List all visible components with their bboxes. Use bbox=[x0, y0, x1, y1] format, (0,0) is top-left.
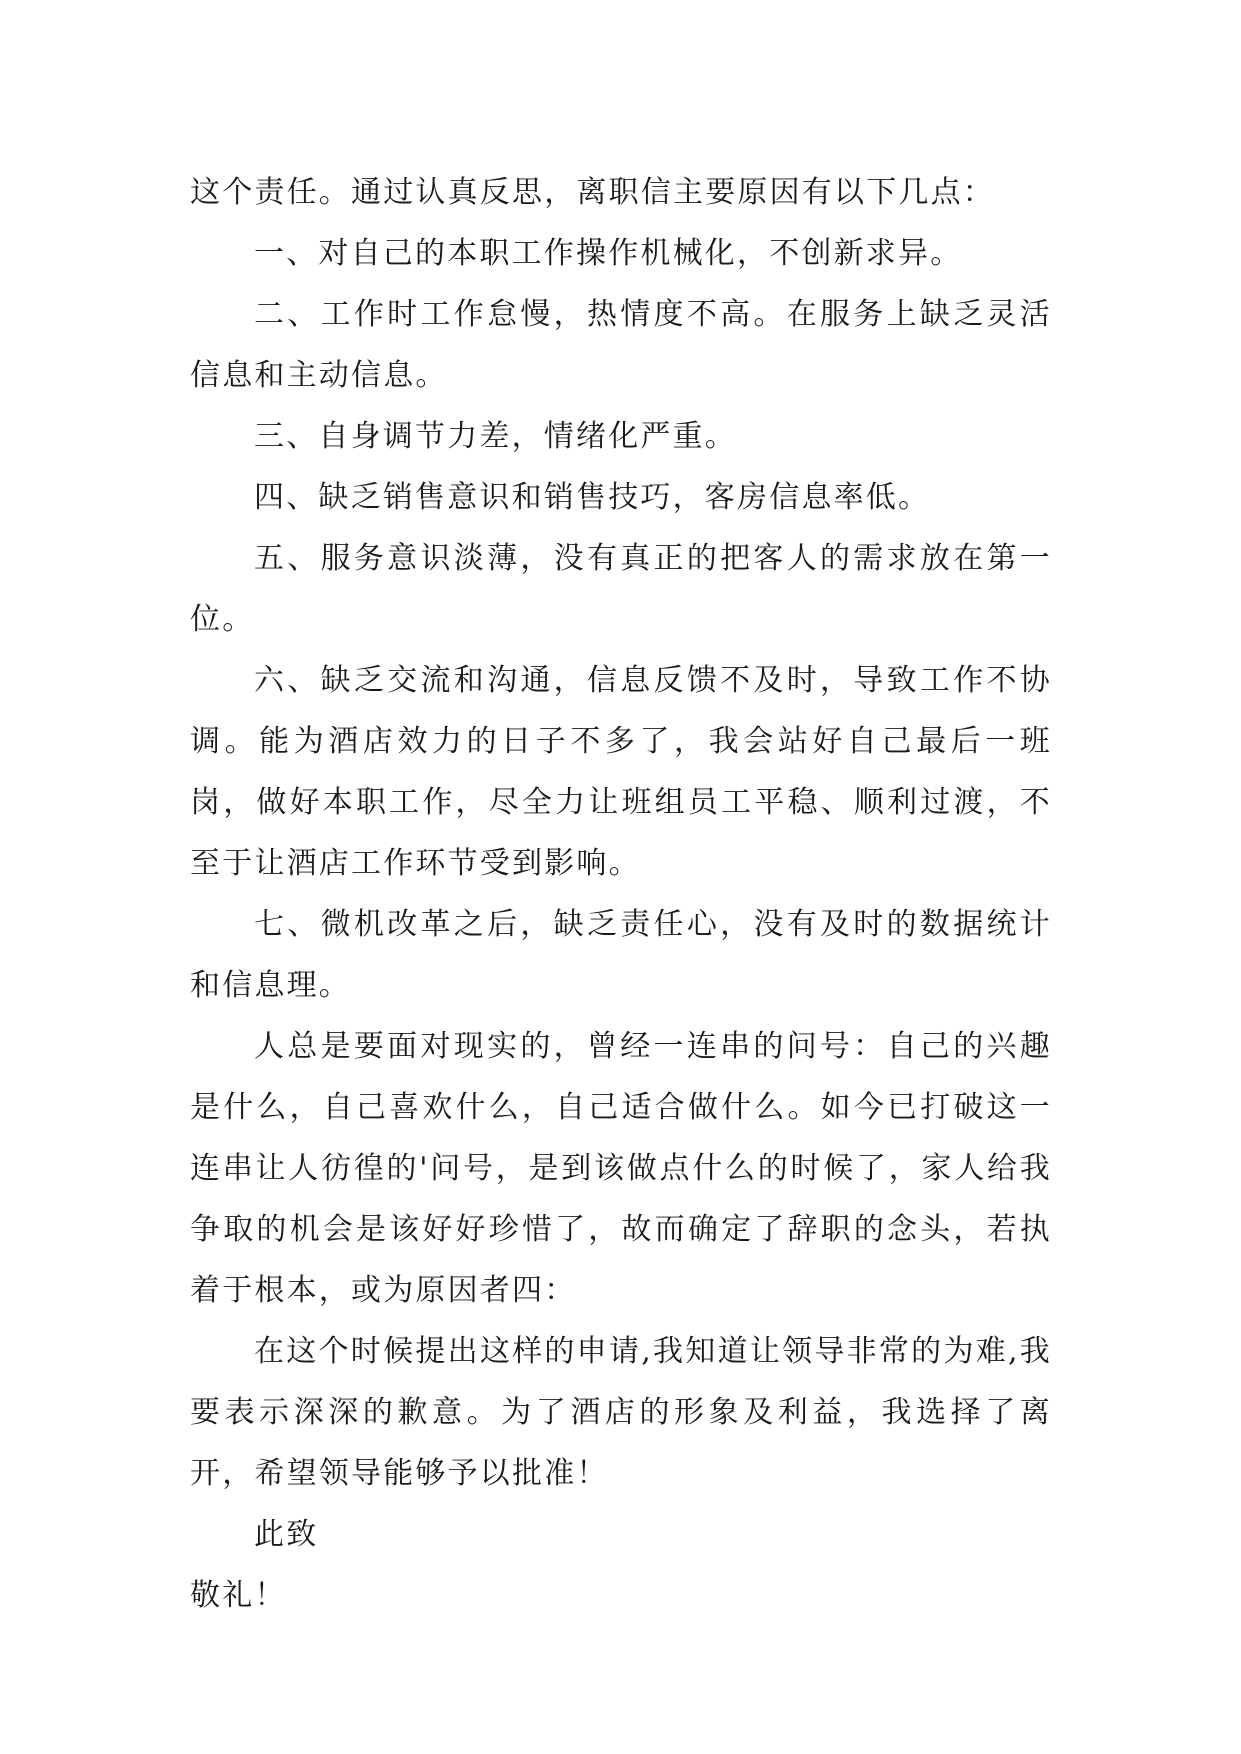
closing-regards: 敬礼！ bbox=[190, 1578, 287, 1613]
paragraph-point-7: 七、微机改革之后，缺乏责任心，没有及时的数据统计和信息理。 bbox=[190, 907, 1052, 1003]
paragraph-point-5: 五、服务意识淡薄，没有真正的把客人的需求放在第一位。 bbox=[190, 541, 1052, 637]
paragraph-point-6: 六、缺乏交流和沟通，信息反馈不及时，导致工作不协调。能为酒店效力的日子不多了，我会站好自己最后一班岗，做好本职工作，尽全力让班组员工平稳、顺利过渡，不至于让酒店工作环节受到影响。 bbox=[190, 663, 1052, 881]
paragraph-point-4: 四、缺乏销售意识和销售技巧，客房信息率低。 bbox=[254, 480, 931, 515]
paragraph-point-3: 三、自身调节力差，情绪化严重。 bbox=[254, 419, 737, 454]
paragraph-continuation: 这个责任。通过认真反思，离职信主要原因有以下几点： bbox=[190, 175, 995, 210]
paragraph-point-2: 二、工作时工作怠慢，热情度不高。在服务上缺乏灵活信息和主动信息。 bbox=[190, 297, 1052, 393]
paragraph-reflection: 人总是要面对现实的，曾经一连串的问号：自己的兴趣是什么，自己喜欢什么，自己适合做什么。如今已打破这一连串让人彷徨的'问号，是到该做点什么的时候了，家人给我争取的机会是该好好珍惜了，故而确定了辞职的念头，若执着于根本，或为原因者四： bbox=[190, 1029, 1052, 1308]
closing-salutation: 此致 bbox=[254, 1517, 319, 1552]
document-body bbox=[190, 162, 1052, 1626]
paragraph-request: 在这个时候提出这样的申请,我知道让领导非常的为难,我要表示深深的歉意。为了酒店的形象及利益，我选择了离开，希望领导能够予以批准！ bbox=[190, 1334, 1052, 1491]
paragraph-point-1: 一、对自己的本职工作操作机械化，不创新求异。 bbox=[254, 236, 963, 271]
